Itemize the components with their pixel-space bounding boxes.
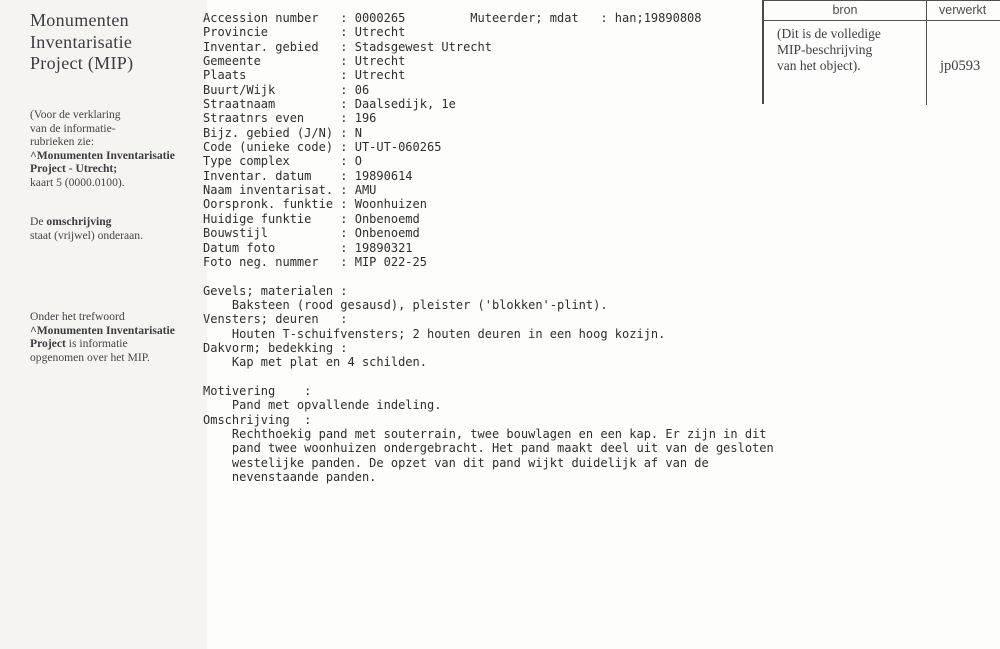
record-section-text: Rechthoekig pand met souterrain, twee bouwlagen en een kap. Er zijn in dit bbox=[203, 426, 767, 441]
verwerkt-column-header: verwerkt bbox=[939, 3, 987, 17]
record-field: Buurt/Wijk : 06 bbox=[203, 82, 370, 97]
record-field: Provincie : Utrecht bbox=[203, 25, 406, 40]
bron-note bbox=[777, 26, 922, 73]
record-field: Inventar. gebied : Stadsgewest Utrecht bbox=[203, 39, 492, 54]
header-underline bbox=[764, 20, 1000, 21]
record-section-label: Motivering : bbox=[203, 383, 312, 398]
record-section-label: Gevels; materialen : bbox=[203, 283, 348, 298]
record-field: Code (unieke code) : UT-UT-060265 bbox=[203, 140, 442, 155]
blank-line bbox=[203, 269, 774, 283]
record-section-text: pand twee woonhuizen ondergebracht. Het pand maakt deel uit van de gesloten bbox=[203, 441, 774, 456]
verwerkt-value: jp0593 bbox=[940, 58, 981, 74]
sidebar-note-trefwoord bbox=[30, 310, 175, 364]
record-section-text: westelijke panden. De opzet van dit pand wijkt duidelijk af van de bbox=[203, 455, 709, 470]
record-section-label: Omschrijving : bbox=[203, 412, 312, 427]
note-line: staat (vrijwel) onderaan. bbox=[30, 228, 143, 242]
record-field: Straatnrs even : 196 bbox=[203, 111, 377, 126]
page-title bbox=[30, 10, 133, 75]
record-section-text: Kap met plat en 4 schilden. bbox=[203, 355, 427, 370]
record-field: Inventar. datum : 19890614 bbox=[203, 168, 413, 183]
note-line: kaart 5 (0000.0100). bbox=[30, 175, 125, 189]
sidebar-note-omschrijving bbox=[30, 215, 143, 242]
note-line: (Dit is de volledige bbox=[777, 26, 881, 41]
blank-line bbox=[203, 370, 774, 384]
record-field: Bijz. gebied (J/N) : N bbox=[203, 125, 362, 140]
record-block bbox=[203, 11, 774, 484]
record-field: Huidige funktie : Onbenoemd bbox=[203, 211, 420, 226]
sidebar-note-explanation bbox=[30, 108, 175, 189]
record-field: Plaats : Utrecht bbox=[203, 68, 406, 83]
note-line: Project - Utrecht; bbox=[30, 162, 118, 175]
record-section-label: Vensters; deuren : bbox=[203, 312, 348, 327]
stamp-table bbox=[762, 0, 1000, 104]
note-line: (Voor de verklaring bbox=[30, 108, 121, 121]
note-line: van het object). bbox=[777, 57, 861, 73]
note-line: van de informatie- bbox=[30, 121, 116, 135]
sidebar bbox=[0, 0, 207, 649]
record-field: Bouwstijl : Onbenoemd bbox=[203, 226, 420, 241]
record-section-text: Pand met opvallende indeling. bbox=[203, 398, 442, 413]
record-field: Oorspronk. funktie : Woonhuizen bbox=[203, 197, 427, 212]
record-field: Accession number : 0000265 Muteerder; mdat : han;19890808 bbox=[203, 11, 702, 25]
record-field: Straatnaam : Daalsedijk, 1e bbox=[203, 97, 456, 112]
record-field: Datum foto : 19890321 bbox=[203, 240, 413, 255]
title-line: Inventarisatie bbox=[30, 31, 133, 52]
record-section-text: nevenstaande panden. bbox=[203, 470, 377, 484]
column-divider bbox=[926, 1, 927, 105]
note-line: rubrieken zie: bbox=[30, 135, 95, 148]
title-line: Monumenten bbox=[30, 10, 129, 30]
note-line: ^Monumenten Inventarisatie bbox=[30, 323, 175, 337]
record-field: Type complex : O bbox=[203, 154, 362, 169]
note-line: MIP-beschrijving bbox=[777, 41, 873, 57]
note-line: Onder het trefwoord bbox=[30, 310, 125, 323]
record-section-label: Dakvorm; bedekking : bbox=[203, 340, 348, 355]
note-line: Project is informatie bbox=[30, 337, 128, 350]
bron-column-header: bron bbox=[832, 3, 858, 17]
note-line: ^Monumenten Inventarisatie bbox=[30, 148, 175, 162]
record-section-text: Baksteen (rood gesausd), pleister ('blokken'-plint). bbox=[203, 297, 608, 312]
note-line: De omschrijving bbox=[30, 215, 112, 228]
record-field: Foto neg. nummer : MIP 022-25 bbox=[203, 254, 427, 269]
record-section-text: Houten T-schuifvensters; 2 houten deuren in een hoog kozijn. bbox=[203, 326, 666, 341]
record-field: Naam inventarisat. : AMU bbox=[203, 183, 377, 198]
note-line: opgenomen over het MIP. bbox=[30, 350, 150, 364]
title-line: Project (MIP) bbox=[30, 53, 134, 73]
record-field: Gemeente : Utrecht bbox=[203, 54, 406, 69]
